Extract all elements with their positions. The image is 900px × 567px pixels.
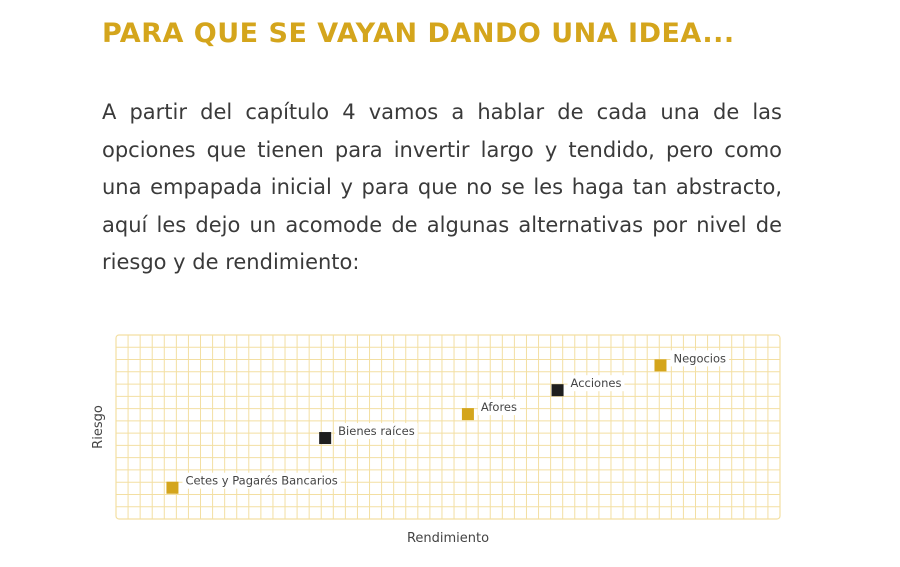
point-marker <box>462 408 474 420</box>
point-label: Negocios <box>673 351 727 366</box>
point-marker <box>552 384 564 396</box>
point-label: Afores <box>480 400 518 415</box>
point-marker <box>166 482 178 494</box>
point-label: Acciones <box>570 376 622 391</box>
point-label: Cetes y Pagarés Bancarios <box>185 473 338 488</box>
point-marker <box>654 359 666 371</box>
page-title: PARA QUE SE VAYAN DANDO UNA IDEA... <box>102 18 735 49</box>
intro-paragraph: A partir del capítulo 4 vamos a hablar de cada una de las opciones que tienen para invertir largo y tendido, pero como una empapada inicial y para que no se les haga tan abstracto, aquí les dejo un acomode de algunas alternativas por nivel de riesgo y de rendimiento: <box>102 100 782 274</box>
x-axis-label: Rendimiento <box>406 531 490 546</box>
point-marker <box>319 432 331 444</box>
y-axis-label: Riesgo <box>91 405 106 449</box>
point-label: Bienes raíces <box>338 424 415 439</box>
